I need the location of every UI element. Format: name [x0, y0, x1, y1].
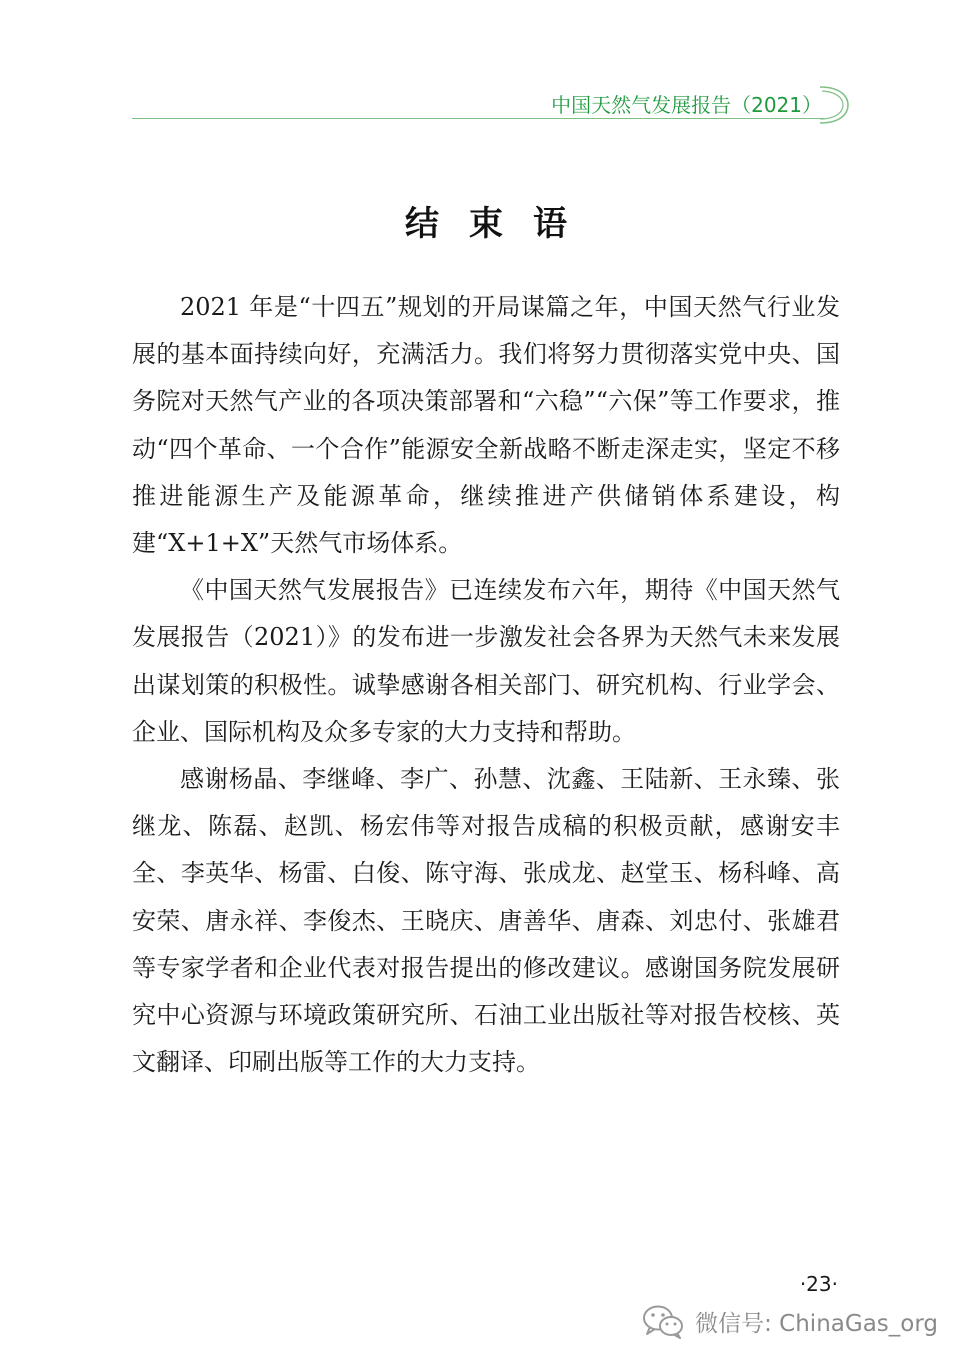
- wechat-icon: [641, 1303, 685, 1339]
- wechat-watermark: [641, 1301, 938, 1341]
- body-text: [132, 284, 840, 1086]
- header-rule: [132, 118, 824, 119]
- watermark-text: 微信号: ChinaGas_org: [695, 1310, 938, 1337]
- paragraph-1: 2021 年是“十四五”规划的开局谋篇之年，中国天然气行业发展的基本面持续向好，充满活力。我们将努力贯彻落实党中央、国务院对天然气产业的各项决策部署和“六稳”“六保”等工作要求，推动“四个革命、一个合作”能源安全新战略不断走深走实，坚定不移推进能源生产及能源革命，继续推进产供储销体系建设，构建“X+1+X”天然气市场体系。: [132, 293, 840, 558]
- page-title: 结束语: [405, 204, 597, 244]
- running-title: 中国天然气发展报告（2021）: [545, 89, 822, 118]
- paragraph-3: 感谢杨晶、李继峰、李广、孙慧、沈鑫、王陆新、王永臻、张继龙、陈磊、赵凯、杨宏伟等对报告成稿的积极贡献，感谢安丰全、李英华、杨雷、白俊、陈守海、张成龙、赵堂玉、杨科峰、高安荣、唐永祥、李俊杰、王晓庆、唐善华、唐森、刘忠付、张雄君等专家学者和企业代表对报告提出的修改建议。感谢国务院发展研究中心资源与环境政策研究所、石油工业出版社等对报告校核、英文翻译、印刷出版等工作的大力支持。: [132, 765, 840, 1077]
- paragraph-2: 《中国天然气发展报告》已连续发布六年，期待《中国天然气发展报告（2021）》的发布进一步激发社会各界为天然气未来发展出谋划策的积极性。诚挚感谢各相关部门、研究机构、行业学会、企业、国际机构及众多专家的大力支持和帮助。: [132, 576, 840, 746]
- running-header: [132, 86, 852, 126]
- page-number: ·23·: [799, 1272, 838, 1296]
